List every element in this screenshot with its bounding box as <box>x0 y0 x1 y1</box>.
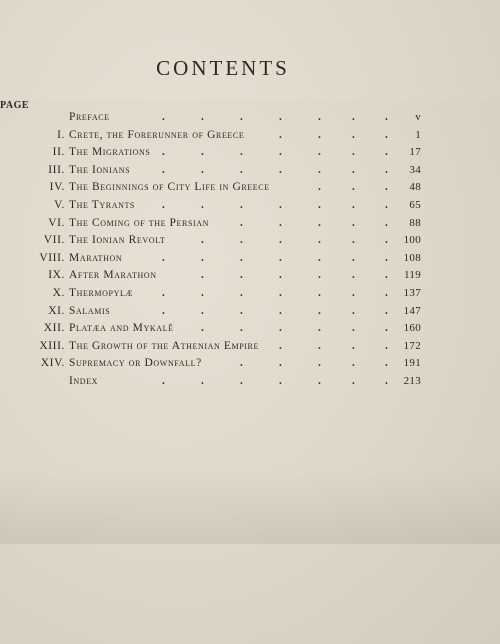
chapter-title: The Tyrants <box>69 199 135 211</box>
leader-dot: . <box>279 128 282 141</box>
leader-dot: . <box>385 287 388 299</box>
leader-dot: . <box>240 304 243 317</box>
chapter-title: Preface <box>69 111 110 123</box>
chapter-number: IX. <box>48 269 65 282</box>
leader-dot: . <box>352 339 355 352</box>
leader-dot: . <box>352 287 355 299</box>
chapter-title: The Ionian Revolt <box>69 234 166 247</box>
leader-dot: . <box>385 128 388 141</box>
toc-entry <box>0 199 500 217</box>
page-column-header: PAGE <box>0 100 500 644</box>
page-number: v <box>415 111 421 123</box>
chapter-title: Platæa and Mykalê <box>69 322 174 335</box>
chapter-number: XI. <box>48 304 65 317</box>
leader-dot: . <box>385 199 388 211</box>
leader-dot: . <box>279 287 282 299</box>
toc-entry <box>0 305 500 323</box>
leader-dot: . <box>352 163 355 176</box>
leader-dot: . <box>318 199 321 211</box>
toc-entry <box>0 375 500 393</box>
leader-dot: . <box>318 163 321 176</box>
leader-dot: . <box>279 146 282 159</box>
toc-entry <box>0 129 500 147</box>
chapter-title: The Ionians <box>69 163 131 176</box>
leader-dot: . <box>318 287 321 299</box>
toc-entry <box>0 269 500 287</box>
chapter-title: After Marathon <box>69 269 157 282</box>
leader-dot: . <box>385 234 388 247</box>
leader-dot: . <box>318 216 321 229</box>
chapter-number: III. <box>48 163 65 176</box>
leader-dot: . <box>279 111 282 123</box>
leader-dot: . <box>279 304 282 317</box>
chapter-number: VII. <box>43 234 65 247</box>
chapter-number: XII. <box>43 322 65 335</box>
chapter-title: Crete, the Forerunner of Greece <box>69 128 245 141</box>
leader-dot: . <box>318 322 321 335</box>
page-number: 213 <box>403 375 421 387</box>
leader-dot: . <box>201 234 204 247</box>
chapter-title: The Coming of the Persian <box>69 216 210 229</box>
leader-dot: . <box>385 251 388 264</box>
leader-dot: . <box>162 163 165 176</box>
leader-dot: . <box>318 111 321 123</box>
leader-dot: . <box>240 322 243 335</box>
leader-dot: . <box>385 357 388 370</box>
leader-dot: . <box>352 111 355 123</box>
chapter-number: I. <box>57 128 65 141</box>
page-number: 1 <box>415 128 421 141</box>
leader-dot: . <box>240 287 243 299</box>
chapter-number: IV. <box>49 181 65 194</box>
leader-dot: . <box>279 199 282 211</box>
toc-entry <box>0 252 500 270</box>
leader-dot: . <box>352 234 355 247</box>
page-number: 88 <box>409 216 421 229</box>
leader-dot: . <box>162 287 165 299</box>
page-number: 172 <box>403 339 421 352</box>
toc-entry <box>0 287 500 305</box>
toc-entry <box>0 217 500 235</box>
toc-entry <box>0 340 500 358</box>
leader-dot: . <box>162 199 165 211</box>
leader-dot: . <box>162 111 165 123</box>
leader-dot: . <box>385 269 388 282</box>
leader-dot: . <box>201 304 204 317</box>
leader-dot: . <box>201 251 204 264</box>
toc-entry <box>0 111 500 129</box>
leader-dot: . <box>240 146 243 159</box>
chapter-number: XIV. <box>40 357 65 370</box>
leader-dot: . <box>352 322 355 335</box>
leader-dot: . <box>352 216 355 229</box>
chapter-number: VIII. <box>39 251 65 264</box>
leader-dot: . <box>201 375 204 387</box>
page-title: CONTENTS <box>156 56 290 80</box>
chapter-title: The Migrations <box>69 146 151 159</box>
leader-dot: . <box>240 251 243 264</box>
leader-dot: . <box>352 357 355 370</box>
page-number: 147 <box>403 304 421 317</box>
page-number: 160 <box>403 322 421 335</box>
leader-dot: . <box>352 304 355 317</box>
leader-dot: . <box>240 163 243 176</box>
leader-dot: . <box>352 375 355 387</box>
leader-dot: . <box>240 269 243 282</box>
toc-entry <box>0 181 500 199</box>
leader-dot: . <box>318 128 321 141</box>
leader-dot: . <box>318 304 321 317</box>
leader-dot: . <box>318 251 321 264</box>
leader-dot: . <box>279 216 282 229</box>
chapter-title: Salamis <box>69 304 111 317</box>
page-number: 191 <box>403 357 421 370</box>
leader-dot: . <box>385 339 388 352</box>
toc-entry <box>0 164 500 182</box>
leader-dot: . <box>352 128 355 141</box>
chapter-title: The Growth of the Athenian Empire <box>69 339 259 352</box>
chapter-number: V. <box>54 199 65 211</box>
page-number: 100 <box>403 234 421 247</box>
leader-dot: . <box>318 234 321 247</box>
leader-dot: . <box>385 216 388 229</box>
leader-dot: . <box>240 111 243 123</box>
leader-dot: . <box>279 163 282 176</box>
leader-dot: . <box>279 251 282 264</box>
leader-dot: . <box>318 375 321 387</box>
leader-dot: . <box>385 111 388 123</box>
chapter-title: Supremacy or Downfall? <box>69 357 202 370</box>
page-number: 119 <box>404 269 421 282</box>
leader-dot: . <box>201 163 204 176</box>
leader-dot: . <box>201 269 204 282</box>
chapter-number: VI. <box>48 216 65 229</box>
leader-dot: . <box>201 146 204 159</box>
toc-entry <box>0 322 500 340</box>
toc-entry <box>0 146 500 164</box>
page-number: 65 <box>409 199 421 211</box>
leader-dot: . <box>162 304 165 317</box>
leader-dot: . <box>162 375 165 387</box>
chapter-number: XIII. <box>39 339 65 352</box>
leader-dot: . <box>279 269 282 282</box>
leader-dot: . <box>318 181 321 194</box>
leader-dot: . <box>385 322 388 335</box>
leader-dot: . <box>352 199 355 211</box>
leader-dot: . <box>201 287 204 299</box>
chapter-title: The Beginnings of City Life in Greece <box>69 181 270 194</box>
leader-dot: . <box>201 111 204 123</box>
page-number: 17 <box>409 146 421 159</box>
chapter-title: Marathon <box>69 251 123 264</box>
leader-dot: . <box>385 304 388 317</box>
toc-entry <box>0 234 500 252</box>
page-number: 48 <box>409 181 421 194</box>
leader-dot: . <box>352 269 355 282</box>
toc-entry <box>0 357 500 375</box>
leader-dot: . <box>201 322 204 335</box>
leader-dot: . <box>279 234 282 247</box>
chapter-title: Index <box>69 375 99 387</box>
leader-dot: . <box>240 375 243 387</box>
page-number: 137 <box>403 287 421 299</box>
leader-dot: . <box>240 216 243 229</box>
chapter-number: II. <box>52 146 65 159</box>
leader-dot: . <box>240 234 243 247</box>
leader-dot: . <box>162 146 165 159</box>
leader-dot: . <box>385 375 388 387</box>
leader-dot: . <box>279 375 282 387</box>
leader-dot: . <box>352 146 355 159</box>
leader-dot: . <box>385 163 388 176</box>
chapter-number: X. <box>52 287 65 299</box>
leader-dot: . <box>318 339 321 352</box>
leader-dot: . <box>352 251 355 264</box>
leader-dot: . <box>201 199 204 211</box>
leader-dot: . <box>318 269 321 282</box>
page-number: 108 <box>403 251 421 264</box>
leader-dot: . <box>240 357 243 370</box>
leader-dot: . <box>385 181 388 194</box>
leader-dot: . <box>279 357 282 370</box>
leader-dot: . <box>352 181 355 194</box>
leader-dot: . <box>385 146 388 159</box>
leader-dot: . <box>318 357 321 370</box>
leader-dot: . <box>162 251 165 264</box>
leader-dot: . <box>279 322 282 335</box>
leader-dot: . <box>240 199 243 211</box>
chapter-title: Thermopylæ <box>69 287 134 299</box>
leader-dot: . <box>318 146 321 159</box>
leader-dot: . <box>279 339 282 352</box>
page-number: 34 <box>409 163 421 176</box>
